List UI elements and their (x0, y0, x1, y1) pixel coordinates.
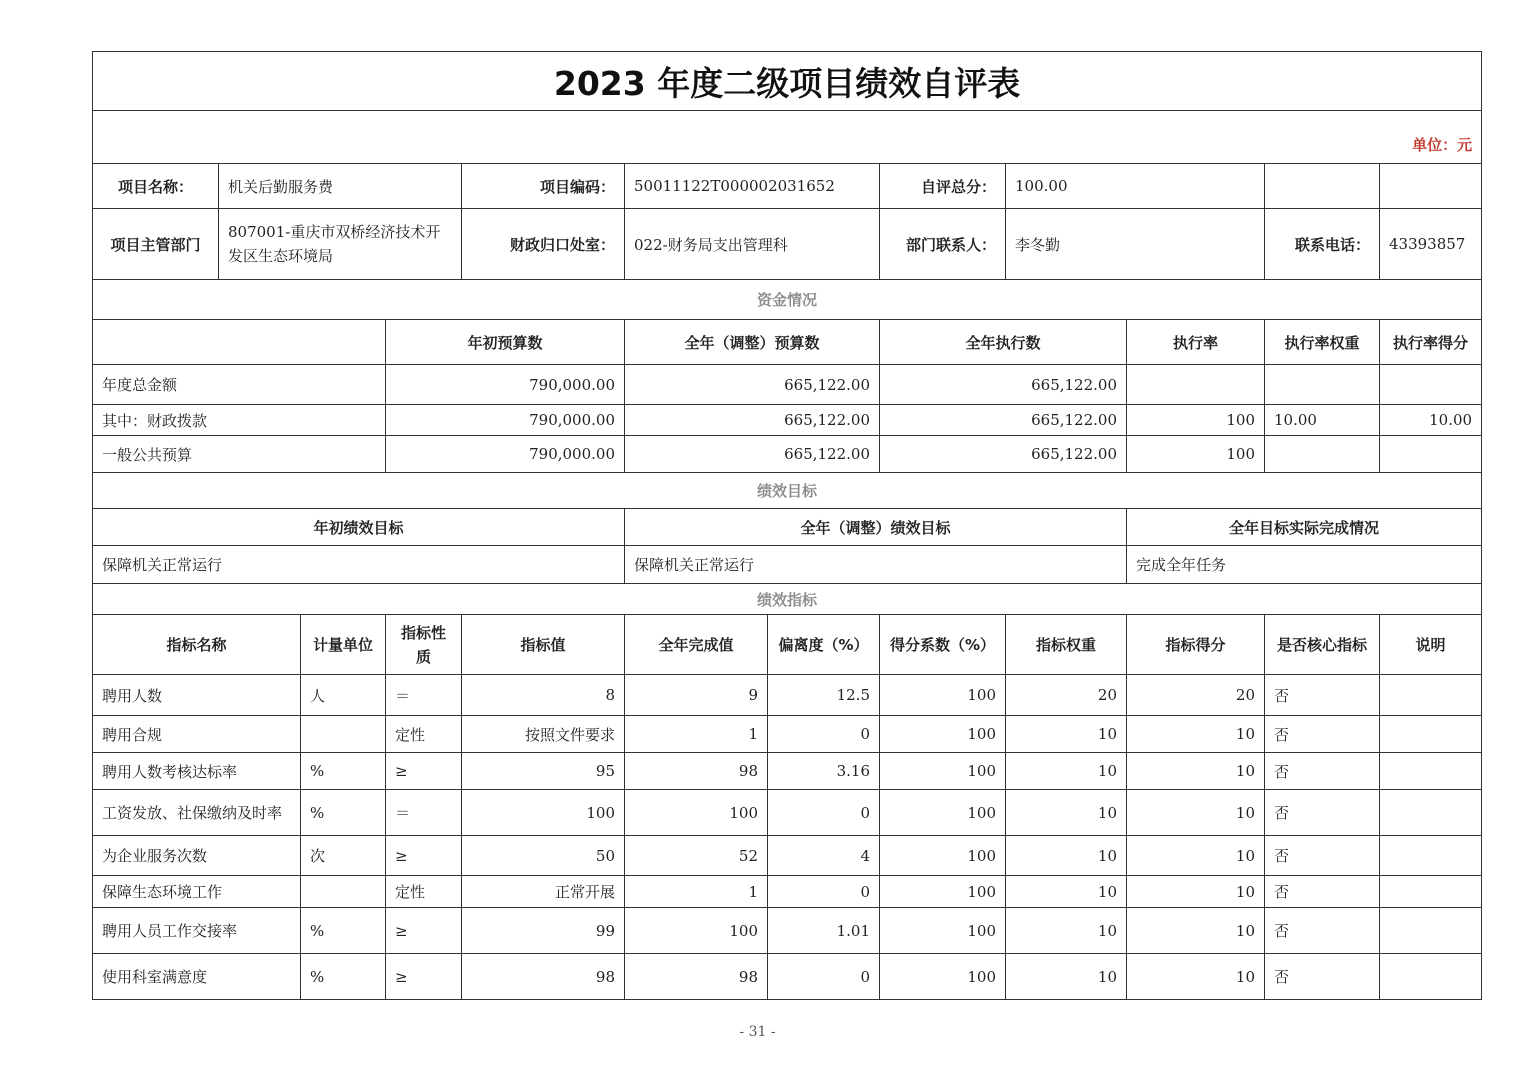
funds-score (1380, 436, 1482, 473)
indicator-header: 说明 (1380, 615, 1482, 675)
indicator-name: 聘用人数 (93, 675, 301, 716)
total-score-label: 自评总分： (880, 164, 1006, 209)
indicator-weight: 10 (1006, 836, 1127, 876)
indicator-actual: 98 (625, 954, 768, 1000)
indicator-score: 10 (1127, 790, 1265, 836)
indicator-header: 计量单位 (301, 615, 386, 675)
indicator-note (1380, 753, 1482, 790)
funds-header: 年初预算数 (386, 320, 625, 365)
indicator-deviation: 12.5 (768, 675, 880, 716)
funds-weight (1265, 436, 1380, 473)
performance-table (92, 51, 1482, 1000)
empty-cell (1380, 164, 1482, 209)
indicator-actual: 100 (625, 908, 768, 954)
funds-weight (1265, 365, 1380, 405)
funds-rate (1127, 365, 1265, 405)
indicator-name: 聘用人数考核达标率 (93, 753, 301, 790)
indicator-header: 指标权重 (1006, 615, 1127, 675)
indicator-target: 按照文件要求 (462, 716, 625, 753)
indicator-target: 正常开展 (462, 876, 625, 908)
indicator-note (1380, 675, 1482, 716)
page-title: 2023 年度二级项目绩效自评表 (93, 52, 1482, 111)
indicator-coef: 100 (880, 908, 1006, 954)
indicator-header: 指标值 (462, 615, 625, 675)
indicator-target: 50 (462, 836, 625, 876)
funds-header-blank (93, 320, 386, 365)
indicator-actual: 1 (625, 876, 768, 908)
goal-adjusted: 保障机关正常运行 (625, 546, 1127, 584)
indicator-coef: 100 (880, 675, 1006, 716)
funds-rate: 100 (1127, 405, 1265, 436)
funds-row (93, 436, 1482, 473)
indicator-name: 为企业服务次数 (93, 836, 301, 876)
indicator-deviation: 3.16 (768, 753, 880, 790)
indicator-deviation: 4 (768, 836, 880, 876)
indicator-target: 100 (462, 790, 625, 836)
indicator-header: 指标名称 (93, 615, 301, 675)
funds-executed: 665,122.00 (880, 365, 1127, 405)
indicator-coef: 100 (880, 876, 1006, 908)
funds-row-name: 一般公共预算 (93, 436, 386, 473)
table-row (93, 876, 1482, 908)
indicator-target: 95 (462, 753, 625, 790)
funds-initial: 790,000.00 (386, 436, 625, 473)
project-name: 机关后勤服务费 (219, 164, 462, 209)
funds-score: 10.00 (1380, 405, 1482, 436)
goal-actual: 完成全年任务 (1127, 546, 1482, 584)
indicator-unit: % (301, 790, 386, 836)
indicators-section-title: 绩效指标 (93, 584, 1482, 615)
indicator-nature: ≥ (386, 908, 462, 954)
indicator-note (1380, 790, 1482, 836)
table-row (93, 836, 1482, 876)
indicator-unit: % (301, 954, 386, 1000)
indicator-note (1380, 716, 1482, 753)
indicator-nature: ≥ (386, 753, 462, 790)
indicator-nature: ＝ (386, 675, 462, 716)
indicator-score: 10 (1127, 908, 1265, 954)
funds-score (1380, 365, 1482, 405)
goal-initial: 保障机关正常运行 (93, 546, 625, 584)
indicator-unit (301, 876, 386, 908)
indicator-note (1380, 876, 1482, 908)
indicator-name: 保障生态环境工作 (93, 876, 301, 908)
indicator-target: 8 (462, 675, 625, 716)
funds-section-title: 资金情况 (93, 280, 1482, 320)
indicator-note (1380, 908, 1482, 954)
funds-row (93, 365, 1482, 405)
indicator-score: 10 (1127, 836, 1265, 876)
project-name-label: 项目名称： (93, 164, 219, 209)
indicator-unit: % (301, 753, 386, 790)
dept-value: 807001-重庆市双桥经济技术开发区生态环境局 (219, 209, 462, 280)
indicator-target: 99 (462, 908, 625, 954)
goals-header: 全年（调整）绩效目标 (625, 509, 1127, 546)
indicator-core: 否 (1265, 954, 1380, 1000)
indicator-header: 指标性质 (386, 615, 462, 675)
indicator-weight: 10 (1006, 876, 1127, 908)
indicator-weight: 10 (1006, 908, 1127, 954)
indicator-core: 否 (1265, 716, 1380, 753)
indicator-nature: ≥ (386, 954, 462, 1000)
funds-header: 全年（调整）预算数 (625, 320, 880, 365)
indicator-score: 10 (1127, 954, 1265, 1000)
table-row (93, 790, 1482, 836)
contact-value: 李冬勤 (1006, 209, 1265, 280)
table-row (93, 716, 1482, 753)
indicator-coef: 100 (880, 836, 1006, 876)
indicator-actual: 100 (625, 790, 768, 836)
indicator-weight: 10 (1006, 790, 1127, 836)
funds-executed: 665,122.00 (880, 436, 1127, 473)
indicator-unit: % (301, 908, 386, 954)
funds-adjusted: 665,122.00 (625, 405, 880, 436)
indicator-coef: 100 (880, 954, 1006, 1000)
indicator-core: 否 (1265, 675, 1380, 716)
table-row (93, 675, 1482, 716)
funds-header: 执行率权重 (1265, 320, 1380, 365)
total-score: 100.00 (1006, 164, 1265, 209)
funds-header: 全年执行数 (880, 320, 1127, 365)
funds-row-name: 其中：财政拨款 (93, 405, 386, 436)
indicator-unit (301, 716, 386, 753)
indicator-actual: 9 (625, 675, 768, 716)
indicator-coef: 100 (880, 716, 1006, 753)
indicator-note (1380, 954, 1482, 1000)
indicator-weight: 10 (1006, 716, 1127, 753)
goals-section-title: 绩效目标 (93, 473, 1482, 509)
indicator-score: 10 (1127, 716, 1265, 753)
indicator-header: 得分系数（%） (880, 615, 1006, 675)
phone-label: 联系电话： (1265, 209, 1380, 280)
indicator-name: 聘用合规 (93, 716, 301, 753)
indicator-actual: 98 (625, 753, 768, 790)
finance-office: 022-财务局支出管理科 (625, 209, 880, 280)
page-number: - 31 - (739, 1024, 776, 1040)
funds-adjusted: 665,122.00 (625, 436, 880, 473)
goals-header: 全年目标实际完成情况 (1127, 509, 1482, 546)
indicator-actual: 1 (625, 716, 768, 753)
indicator-deviation: 0 (768, 716, 880, 753)
indicator-unit: 次 (301, 836, 386, 876)
indicator-header: 是否核心指标 (1265, 615, 1380, 675)
funds-initial: 790,000.00 (386, 405, 625, 436)
indicator-weight: 20 (1006, 675, 1127, 716)
phone-value: 43393857 (1380, 209, 1482, 280)
funds-header: 执行率 (1127, 320, 1265, 365)
indicator-actual: 52 (625, 836, 768, 876)
indicator-weight: 10 (1006, 753, 1127, 790)
indicator-core: 否 (1265, 908, 1380, 954)
indicator-deviation: 0 (768, 876, 880, 908)
indicator-note (1380, 836, 1482, 876)
goals-header: 年初绩效目标 (93, 509, 625, 546)
indicator-weight: 10 (1006, 954, 1127, 1000)
empty-cell (1265, 164, 1380, 209)
indicator-core: 否 (1265, 876, 1380, 908)
funds-weight: 10.00 (1265, 405, 1380, 436)
indicator-nature: 定性 (386, 716, 462, 753)
indicator-coef: 100 (880, 790, 1006, 836)
indicator-deviation: 0 (768, 954, 880, 1000)
indicator-header: 指标得分 (1127, 615, 1265, 675)
indicator-core: 否 (1265, 790, 1380, 836)
indicator-name: 工资发放、社保缴纳及时率 (93, 790, 301, 836)
indicator-nature: ＝ (386, 790, 462, 836)
table-row (93, 908, 1482, 954)
indicator-name: 聘用人员工作交接率 (93, 908, 301, 954)
funds-row-name: 年度总金额 (93, 365, 386, 405)
indicator-deviation: 0 (768, 790, 880, 836)
table-row (93, 954, 1482, 1000)
funds-executed: 665,122.00 (880, 405, 1127, 436)
funds-row (93, 405, 1482, 436)
indicator-coef: 100 (880, 753, 1006, 790)
contact-label: 部门联系人： (880, 209, 1006, 280)
funds-initial: 790,000.00 (386, 365, 625, 405)
funds-header: 执行率得分 (1380, 320, 1482, 365)
indicator-nature: 定性 (386, 876, 462, 908)
indicator-header: 偏离度（%） (768, 615, 880, 675)
indicator-unit: 人 (301, 675, 386, 716)
indicator-core: 否 (1265, 753, 1380, 790)
indicator-rows (93, 675, 1482, 1000)
indicator-deviation: 1.01 (768, 908, 880, 954)
table-row (93, 753, 1482, 790)
project-code-label: 项目编码： (462, 164, 625, 209)
dept-label: 项目主管部门 (93, 209, 219, 280)
funds-adjusted: 665,122.00 (625, 365, 880, 405)
funds-rate: 100 (1127, 436, 1265, 473)
finance-office-label: 财政归口处室： (462, 209, 625, 280)
indicator-name: 使用科室满意度 (93, 954, 301, 1000)
indicator-target: 98 (462, 954, 625, 1000)
indicator-score: 10 (1127, 753, 1265, 790)
unit-label: 单位：元 (93, 111, 1482, 164)
indicator-core: 否 (1265, 836, 1380, 876)
indicator-score: 10 (1127, 876, 1265, 908)
indicator-score: 20 (1127, 675, 1265, 716)
indicator-nature: ≥ (386, 836, 462, 876)
indicator-header: 全年完成值 (625, 615, 768, 675)
project-code: 50011122T000002031652 (625, 164, 880, 209)
